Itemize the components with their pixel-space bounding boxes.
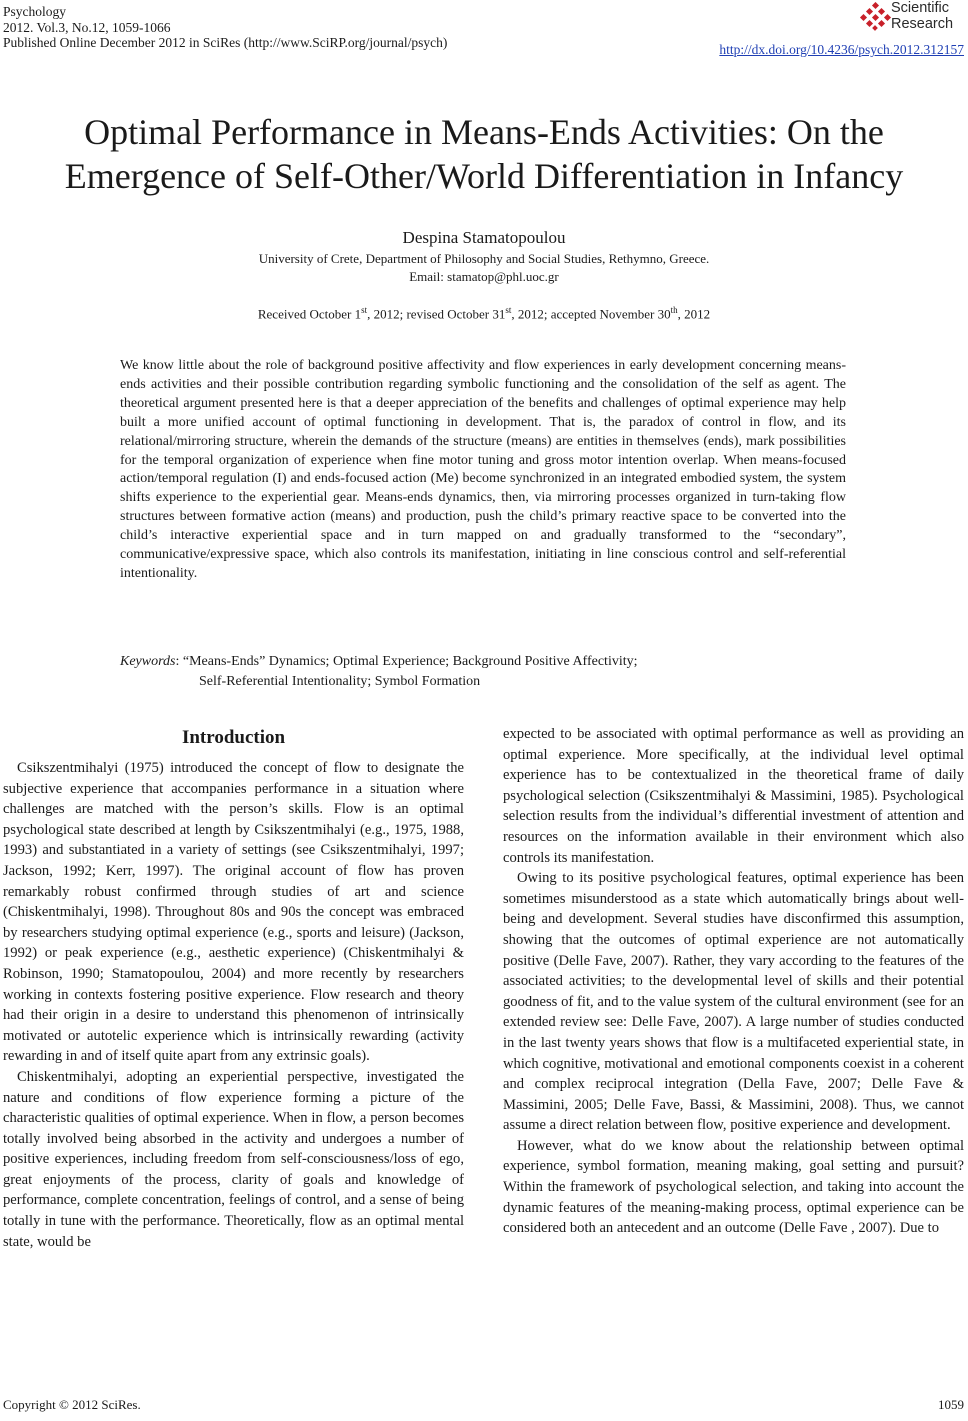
logo-wordmark bbox=[891, 1, 953, 32]
paragraph-2: Chiskentmihalyi, adopting an experiential perspective, investigated the nature and conditions of flow experience forming a picture of the characteristic qualities of optimal experience. When in flow, a person becomes totally involved being absorbed in the activity and undergoes a number of positive experiences, including freedom from self-consciousness/loss of ego, great enjoyments of the process, clarity of goals and knowledge of performance, complete concentration, feelings of control, and a sense of being totally in tune with the performance. Theoretically, flow as an optimal mental state, would be bbox=[3, 1068, 464, 1250]
copyright: Copyright © 2012 SciRes. bbox=[3, 1397, 141, 1412]
keywords-label: Keywords bbox=[120, 654, 176, 669]
keywords-line-1: : “Means-Ends” Dynamics; Optimal Experience; Background Positive Affectivity; bbox=[175, 654, 638, 669]
received-sup-1: st bbox=[361, 305, 368, 315]
publication-info: Published Online December 2012 in SciRes (http://www.SciRP.org/journal/psych) bbox=[3, 35, 448, 50]
keywords-line-2: Self-Referential Intentionality; Symbol Formation bbox=[199, 674, 481, 689]
paper-title bbox=[0, 110, 968, 198]
logo-word-2: Research bbox=[891, 15, 954, 32]
paragraph-4: Owing to its positive psychological features, optimal experience has been sometimes misunderstood as a state which automatically brings about well-being and development. Several studies have disconfirmed this assumption, showing that the outcomes of optimal experience are not automatically positive (Delle Fave, 2007). Rather, they vary according to the features of the associated activities; to the developmental level of skills and their potential goodness of fit, and to the value system of the cultural environment (see for an extended review see: Delle Fave, 2007). A large number of studies conducted in the last twenty years shows that flow is a multifaceted experiential state, in which cognitive, motivational and emotional components coexist in a coherent and complex reciprocal integration (Della Fave, 2007; Delle Fave & Massimini, 2005; Delle Fave, Bassi, & Massimini, 2008). Thus, we cannot assume a direct relation between flow, positive experience and development. bbox=[503, 870, 964, 1134]
received-sup-2: st bbox=[505, 305, 512, 315]
keywords bbox=[120, 652, 846, 692]
abstract: We know little about the role of background positive affectivity and flow experiences in early development concerning means-ends activities and their possible contribution regarding symbolic functioning and the consolidation of the self as agent. The theoretical argument presented here is that a deeper appreciation of the benefits and challenges of optimal experience may help built a more unified account of optimal functioning in development. That is, the paradox of control in flow, and its relational/mirroring structure, wherein the demands of the structure (means) are entities in themselves (ends), mark possibilities for the temporal organization of experience when fine motor tuning and gross motor intention overlap. When means-focused action/temporal regulation (I) and ends-focused action (Me) become synchronized in an integrated embodied system, the system shifts experience to the experiential gear. Means-ends dynamics, then, via mirroring processes organized in turn-taking flow structures between formative action (means) and production, push the child’s primary reactive space to be converted into the child’s interactive experiential space and in turn mapped on and gradually transformed to the “secondary”, communicative/expressive space, which also controls its manifestation, initiating in line conscious control and self-referential intentionality. bbox=[120, 358, 846, 581]
paragraph-3: expected to be associated with optimal performance as well as providing an optimal experience. More specifically, at the individual level optimal experience has to be contextualized in the theoretical frame of daily psychological selection (Csikszentmihalyi & Massimini, 1985). Psychological selection results from the individual’s differential investment of attention and resources on the information available in their environment which also controls its manifestation. bbox=[503, 726, 964, 866]
journal-name: Psychology bbox=[3, 4, 67, 19]
received-text-d: , 2012 bbox=[677, 306, 711, 322]
received-text-a: Received October 1 bbox=[257, 306, 362, 322]
affiliation-block bbox=[0, 250, 968, 286]
received-text-b: , 2012; revised October 31 bbox=[367, 306, 506, 322]
affiliation: University of Crete, Department of Philosophy and Social Studies, Rethymno, Greece. bbox=[258, 251, 710, 266]
received-sup-3: th bbox=[670, 305, 678, 315]
running-header bbox=[3, 4, 447, 51]
logo-mark-icon bbox=[859, 2, 893, 32]
author-email: Email: stamatop@phl.uoc.gr bbox=[409, 269, 559, 284]
received-dates bbox=[0, 305, 968, 322]
doi-link[interactable]: http://dx.doi.org/10.4236/psych.2012.312157 bbox=[719, 42, 964, 57]
title-line-1: Optimal Performance in Means-Ends Activities: On the bbox=[84, 112, 884, 152]
scientific-research-logo bbox=[859, 0, 965, 36]
received-text-c: , 2012; accepted November 30 bbox=[511, 306, 671, 322]
logo-word-1: Scientific bbox=[891, 0, 950, 16]
author-name: Despina Stamatopoulou bbox=[402, 228, 566, 247]
volume-info: 2012. Vol.3, No.12, 1059-1066 bbox=[3, 19, 171, 35]
section-heading-introduction: Introduction bbox=[181, 727, 286, 748]
left-column bbox=[3, 726, 464, 1252]
right-column bbox=[503, 724, 964, 1239]
page-number: 1059 bbox=[938, 1397, 964, 1412]
paragraph-1: Csikszentmihalyi (1975) introduced the concept of flow to designate the subjective experience that accompanies performance in a situation where challenges are matched with the person’s skills. Flow is an optimal psychological state described at length by Csikszentmihalyi (e.g., 1975, 1988, 1993) and substantiated in a variety of settings (see Csikszentmihalyi, 1997; Jackson, 1992; Kerr, 1997). The original account of flow has proven remarkably robust confirmed through studies of art and science (Chiskentmihalyi, 1998). Throughout 80s and 90s the concept was embraced by researchers studying optimal experience (e.g., sports and leisure) (Jackson, 1992) or peak experience (e.g., aesthetic experience) (Chiskentmihalyi & Robinson, 1990; Stamatopoulou, 2004) and more recently by researchers working in contexts fostering positive experience. Flow research and theory had their origin in a desire to understand this phenomenon of intrinsically motivated or autotelic experience which is intrinsically rewarding (activity rewarding in and of itself quite apart from any extrinsic goals). bbox=[3, 760, 464, 1065]
paragraph-5: However, what do we know about the relationship between optimal experience, symbol formation, meaning making, goal setting and pursuit? Within the framework of psychological selection, and taking into account the dynamic features of the meaning-making process, optimal experience can be considered both an antecedent and an outcome (Delle Fave , 2007). Due to bbox=[503, 1137, 964, 1237]
title-line-2: Emergence of Self-Other/World Differentiation in Infancy bbox=[64, 156, 904, 196]
